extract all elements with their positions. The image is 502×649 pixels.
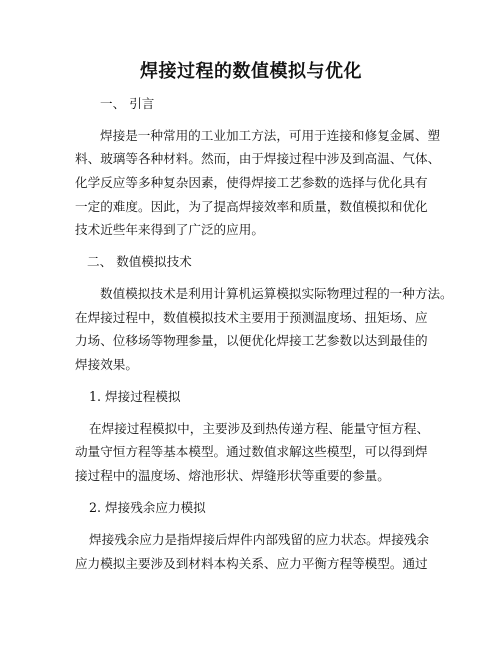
subsection-heading-residual-stress: 2. 焊接残余应力模拟	[89, 500, 206, 515]
paragraph-line: 力场、位移场等物理参量，以便优化焊接工艺参数以达到最佳的	[75, 333, 428, 348]
paragraph-line: 焊接效果。	[75, 357, 138, 372]
paragraph-line: 焊接是一种常用的工业加工方法，可用于连接和修复金属、塑	[100, 128, 441, 143]
paragraph-line: 一定的难度。因此，为了提高焊接效率和质量，数值模拟和优化	[75, 199, 428, 214]
section-heading-introduction: 一、 引言	[100, 96, 155, 111]
subsection-heading-process-simulation: 1. 焊接过程模拟	[89, 389, 181, 404]
paragraph-line: 动量守恒方程等基本模型。通过数值求解这些模型，可以得到焊	[75, 444, 428, 459]
paragraph-line: 在焊接过程中，数值模拟技术主要用于预测温度场、扭矩场、应	[75, 310, 428, 325]
section-heading-numerical-simulation: 二、 数值模拟技术	[87, 254, 192, 269]
paragraph-line: 在焊接过程模拟中，主要涉及到热传递方程、能量守恒方程、	[89, 421, 430, 436]
paragraph-line: 接过程中的温度场、熔池形状、焊缝形状等重要的参量。	[75, 468, 390, 483]
paragraph-line: 化学反应等多种复杂因素，使得焊接工艺参数的选择与优化具有	[75, 175, 428, 190]
paragraph-line: 数值模拟技术是利用计算机运算模拟实际物理过程的一种方法。	[100, 286, 453, 301]
paragraph-line: 料、玻璃等各种材料。然而，由于焊接过程中涉及到高温、气体、	[75, 151, 441, 166]
document-title: 焊接过程的数值模拟与优化	[140, 61, 362, 82]
paragraph-line: 焊接残余应力是指焊接后焊件内部残留的应力状态。焊接残余	[89, 532, 430, 547]
paragraph-line: 应力模拟主要涉及到材料本构关系、应力平衡方程等模型。通过	[75, 556, 428, 571]
paragraph-line: 技术近些年来得到了广泛的应用。	[75, 222, 264, 237]
